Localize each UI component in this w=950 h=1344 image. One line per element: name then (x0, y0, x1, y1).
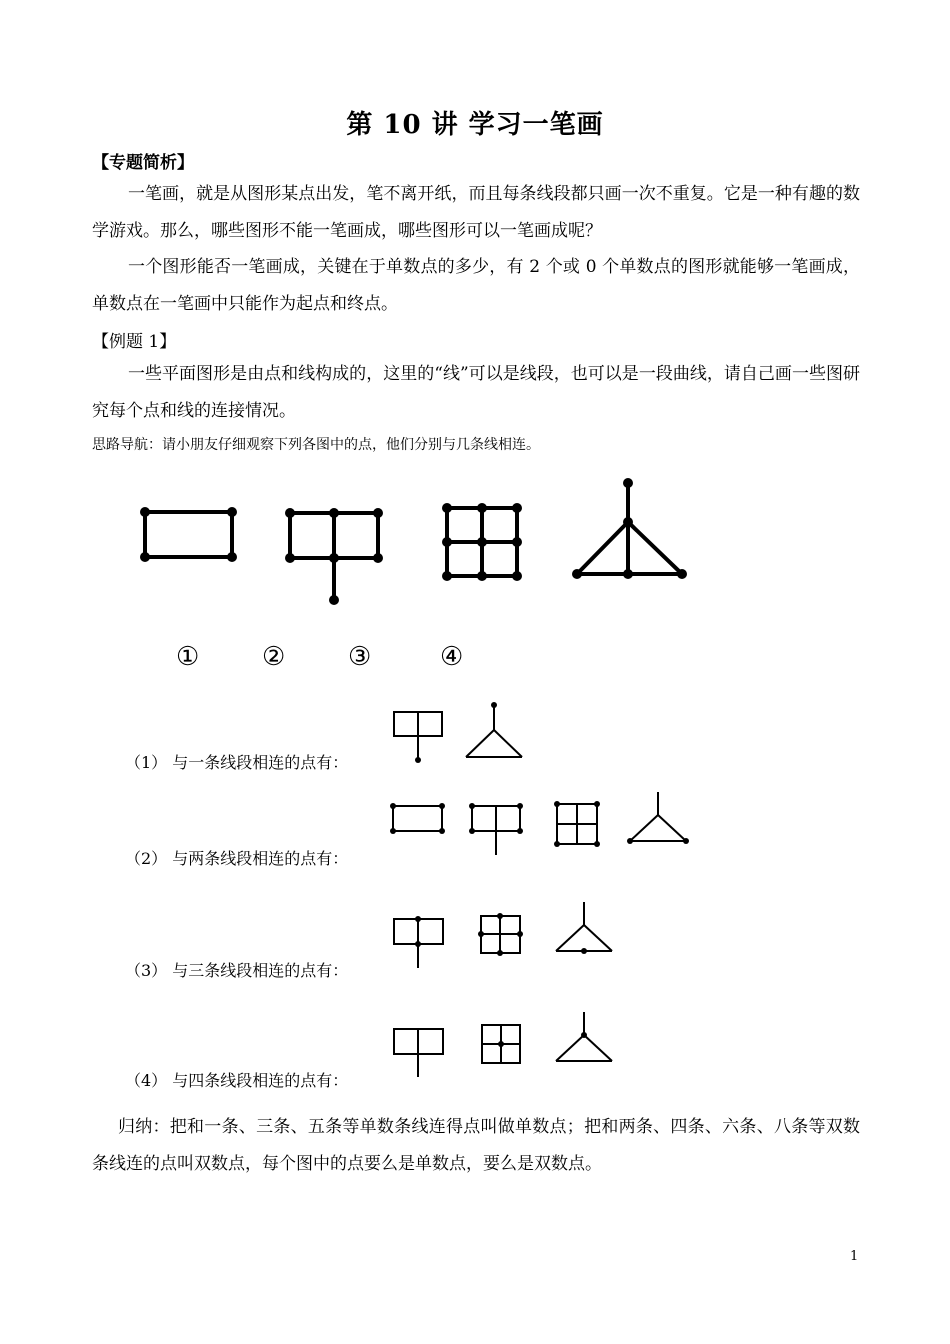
example-heading: 【例题 1】 (92, 332, 177, 352)
example-text: 一些平面图形是由点和线构成的，这里的“线”可以是线段，也可以是一段曲线，请自己画一些图研究每个点和线的连接情况。 (92, 364, 860, 421)
intro-paragraph-1: 一笔画，就是从图形某点出发，笔不离开纸，而且每条线段都只画一次不重复。它是一种有趣的数学游戏。那么，哪些图形不能一笔画成，哪些图形可以一笔画成呢？ (92, 184, 860, 241)
q2-figures (393, 792, 686, 855)
section-heading: 【专题简析】 (92, 153, 194, 173)
q1-figures (394, 705, 522, 760)
summary-paragraph: 归纳：把和一条、三条、五条等单数条线连得点叫做单数点；把和两条、四条、六条、八条等双数条线连的点叫双数点，每个图中的点要么是单数点，要么是双数点。 (92, 1117, 860, 1174)
figure-label-3: ③ (348, 642, 372, 672)
figure-4-triangle (577, 483, 682, 574)
q3-figures (394, 902, 612, 968)
figure-label-4: ④ (440, 642, 464, 672)
hint-text: 思路导航：请小朋友仔细观察下列各图中的点，他们分别与几条线相连。 (92, 437, 540, 453)
page-title: 第 10 讲 学习一笔画 (346, 110, 604, 140)
figure-label-2: ② (262, 642, 286, 672)
figure-1-rectangle (145, 512, 232, 557)
question-3: （3） 与三条线段相连的点有： (125, 961, 349, 980)
figure-label-1: ① (176, 642, 200, 672)
intro-paragraph-2: 一个图形能否一笔画成，关键在于单数点的多少，有 2 个或 0 个单数点的图形就能够一笔画成，单数点在一笔画中只能作为起点和终点。 (92, 257, 860, 314)
question-1: （1） 与一条线段相连的点有： (125, 753, 349, 772)
question-2: （2） 与两条线段相连的点有： (125, 849, 349, 868)
question-4: （4） 与四条线段相连的点有： (125, 1071, 349, 1090)
page-number: 1 (850, 1249, 859, 1264)
